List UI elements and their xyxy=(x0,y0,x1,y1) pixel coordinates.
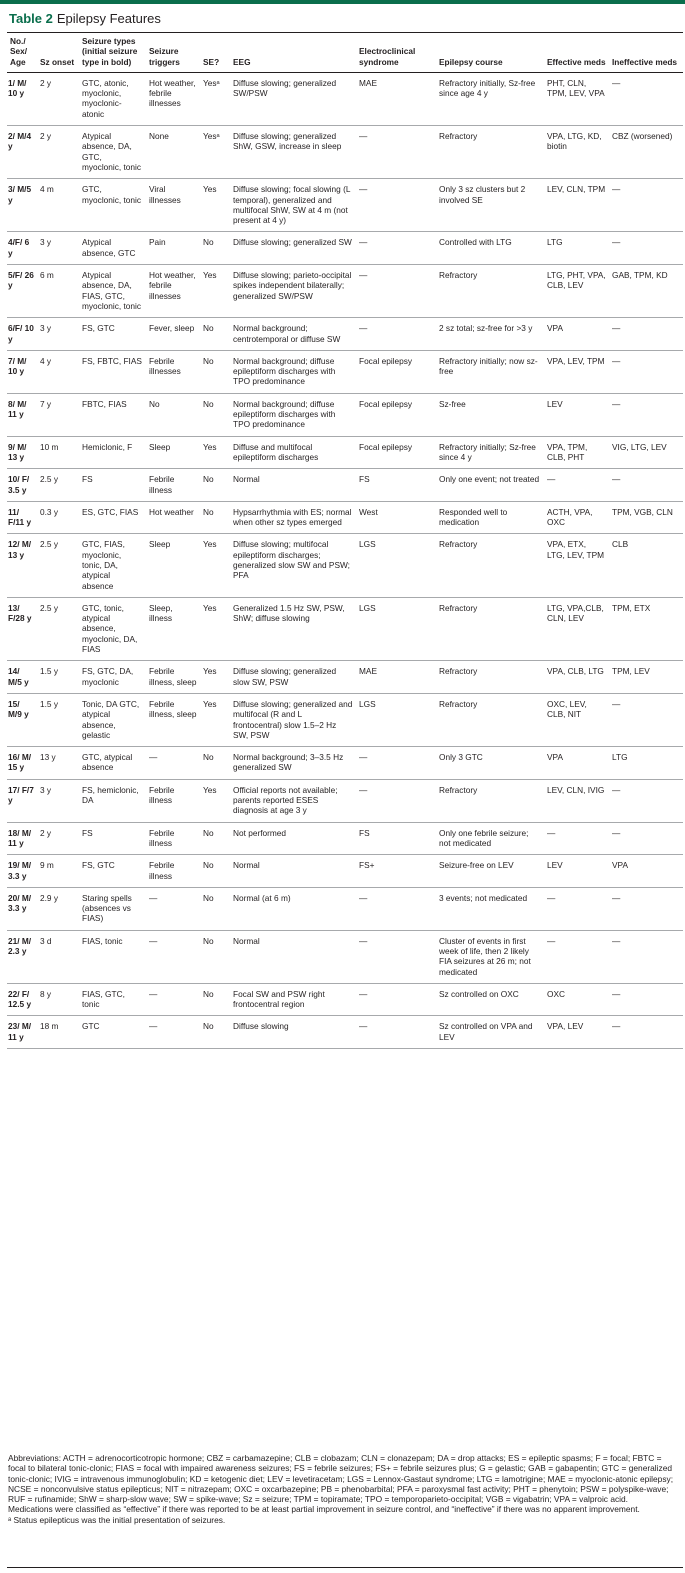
ineffective-meds-cell: — xyxy=(609,72,683,125)
seizure-triggers-cell: Hot weather, febrile illnesses xyxy=(146,72,200,125)
effective-meds-cell: LTG, PHT, VPA, CLB, LEV xyxy=(544,265,609,318)
patient-id-cell: 22/ F/ 12.5 y xyxy=(7,983,37,1016)
effective-meds-cell: OXC, LEV, CLB, NIT xyxy=(544,693,609,746)
ineffective-meds-cell: — xyxy=(609,779,683,822)
column-header: Seizure triggers xyxy=(146,33,200,73)
ineffective-meds-cell: LTG xyxy=(609,747,683,780)
se-flag-cell: No xyxy=(200,930,230,983)
patient-id-cell: 18/ M/ 11 y xyxy=(7,822,37,855)
table-row xyxy=(7,265,683,318)
seizure-types-cell: GTC, atypical absence xyxy=(79,747,146,780)
bottom-rule xyxy=(7,1567,683,1568)
sz-onset-cell: 7 y xyxy=(37,393,79,436)
seizure-triggers-cell: Febrile illness xyxy=(146,469,200,502)
epilepsy-course-cell: Refractory xyxy=(436,693,544,746)
eeg-cell: Normal xyxy=(230,469,356,502)
table-body xyxy=(7,72,683,1048)
table-row xyxy=(7,318,683,351)
seizure-types-cell: FBTC, FIAS xyxy=(79,393,146,436)
electroclinical-syndrome-cell: — xyxy=(356,318,436,351)
table-row xyxy=(7,693,683,746)
seizure-types-cell: FS, GTC xyxy=(79,318,146,351)
seizure-triggers-cell: — xyxy=(146,1016,200,1049)
epilepsy-course-cell: Sz controlled on OXC xyxy=(436,983,544,1016)
seizure-types-cell: Tonic, DA GTC, atypical absence, gelastic xyxy=(79,693,146,746)
eeg-cell: Not performed xyxy=(230,822,356,855)
electroclinical-syndrome-cell: — xyxy=(356,930,436,983)
epilepsy-course-cell: Refractory xyxy=(436,534,544,597)
table-row xyxy=(7,822,683,855)
se-flag-cell: Yes xyxy=(200,779,230,822)
epilepsy-course-cell: Cluster of events in first week of life, then 2 likely FIA seizures at 26 m; not medicated xyxy=(436,930,544,983)
sz-onset-cell: 4 m xyxy=(37,179,79,232)
effective-meds-cell: LEV xyxy=(544,855,609,888)
ineffective-meds-cell: — xyxy=(609,983,683,1016)
seizure-types-cell: GTC, FIAS, myoclonic, tonic, DA, atypical absence xyxy=(79,534,146,597)
ineffective-meds-cell: — xyxy=(609,930,683,983)
eeg-cell: Diffuse slowing; generalized and multifocal (R and L frontocentral) slow 1.5–2 Hz SW, PSW xyxy=(230,693,356,746)
seizure-triggers-cell: Sleep xyxy=(146,436,200,469)
se-flag-cell: Yes xyxy=(200,265,230,318)
seizure-triggers-cell: — xyxy=(146,930,200,983)
ineffective-meds-cell: — xyxy=(609,179,683,232)
column-header: SE? xyxy=(200,33,230,73)
eeg-cell: Diffuse slowing; generalized SW/PSW xyxy=(230,72,356,125)
sz-onset-cell: 4 y xyxy=(37,350,79,393)
seizure-types-cell: Atypical absence, DA, FIAS, GTC, myoclonic, tonic xyxy=(79,265,146,318)
sz-onset-cell: 13 y xyxy=(37,747,79,780)
seizure-triggers-cell: Febrile illness xyxy=(146,822,200,855)
column-header: Seizure types (initial seizure type in bold) xyxy=(79,33,146,73)
sz-onset-cell: 3 y xyxy=(37,318,79,351)
epilepsy-course-cell: Refractory initially; Sz-free since 4 y xyxy=(436,436,544,469)
electroclinical-syndrome-cell: — xyxy=(356,265,436,318)
ineffective-meds-cell: VPA xyxy=(609,855,683,888)
se-flag-cell: No xyxy=(200,318,230,351)
patient-id-cell: 12/ M/ 13 y xyxy=(7,534,37,597)
table-row xyxy=(7,393,683,436)
effective-meds-cell: VPA, LEV xyxy=(544,1016,609,1049)
seizure-triggers-cell: Pain xyxy=(146,232,200,265)
column-header: No./ Sex/ Age xyxy=(7,33,37,73)
epilepsy-course-cell: Only 3 GTC xyxy=(436,747,544,780)
patient-id-cell: 15/ M/9 y xyxy=(7,693,37,746)
se-flag-cell: Yes xyxy=(200,597,230,660)
se-flag-cell: Yes xyxy=(200,693,230,746)
effective-meds-cell: VPA xyxy=(544,747,609,780)
abbreviations-note: Abbreviations: ACTH = adrenocorticotropic hormone; CBZ = carbamazepine; CLB = clobazam; CLN = clonazepam; DA = drop attacks; ES = epileptic spasms; F = focal; FBTC = focal to bilateral tonic-clonic; FIAS = focal with impaired awareness seizures; FS = febrile seizures; FS+ = febrile seizures plus; G = gelastic; GAB = gabapentin; GTC = generalized tonic-clonic; IVIG = intravenous immunoglobulin; KD = ketogenic diet; LEV = levetiracetam; LGS = Lennox-Gastaut syndrome; LTG = lamotrigine; MAE = myoclonic-atonic epilepsy; NCSE = nonconvulsive status epilepticus; NIT = nitrazepam; OXC = oxcarbazepine; PB = phenobarbital; PFA = paroxysmal fast activity; PHT = phenytoin; PSW = polyspike-wave; RUF = rufinamide; ShW = sharp-slow wave; SW = spike-wave; Sz = seizure; TPM = topiramate; TPO = temporoparieto-occipital; VGB = vigabatrin; VPA = valproic acid. xyxy=(8,1453,674,1505)
seizure-triggers-cell: Febrile illnesses xyxy=(146,350,200,393)
medications-note: Medications were classified as “effective” if there was reported to be at least partial improvement in seizure control, and “ineffective” if there was no apparent improvement. xyxy=(8,1504,640,1515)
patient-id-cell: 1/ M/ 10 y xyxy=(7,72,37,125)
electroclinical-syndrome-cell: FS+ xyxy=(356,855,436,888)
ineffective-meds-cell: — xyxy=(609,393,683,436)
sz-onset-cell: 2 y xyxy=(37,126,79,179)
epilepsy-course-cell: Refractory xyxy=(436,597,544,660)
electroclinical-syndrome-cell: Focal epilepsy xyxy=(356,350,436,393)
patient-id-cell: 21/ M/ 2.3 y xyxy=(7,930,37,983)
sz-onset-cell: 2 y xyxy=(37,822,79,855)
electroclinical-syndrome-cell: — xyxy=(356,887,436,930)
patient-id-cell: 4/F/ 6 y xyxy=(7,232,37,265)
electroclinical-syndrome-cell: — xyxy=(356,232,436,265)
column-header: Sz onset xyxy=(37,33,79,73)
patient-id-cell: 9/ M/ 13 y xyxy=(7,436,37,469)
sz-onset-cell: 3 y xyxy=(37,779,79,822)
table-row xyxy=(7,661,683,694)
seizure-triggers-cell: Viral illnesses xyxy=(146,179,200,232)
sz-onset-cell: 18 m xyxy=(37,1016,79,1049)
table-footer xyxy=(8,1453,680,1525)
seizure-triggers-cell: — xyxy=(146,887,200,930)
se-flag-cell: Yes xyxy=(200,661,230,694)
epilepsy-course-cell: Refractory initially; now sz-free xyxy=(436,350,544,393)
seizure-types-cell: FS, GTC, DA, myoclonic xyxy=(79,661,146,694)
sz-onset-cell: 3 d xyxy=(37,930,79,983)
seizure-types-cell: FS, FBTC, FIAS xyxy=(79,350,146,393)
epilepsy-course-cell: Sz controlled on VPA and LEV xyxy=(436,1016,544,1049)
sz-onset-cell: 1.5 y xyxy=(37,661,79,694)
column-header: Epilepsy course xyxy=(436,33,544,73)
patient-id-cell: 7/ M/ 10 y xyxy=(7,350,37,393)
sz-onset-cell: 9 m xyxy=(37,855,79,888)
seizure-types-cell: GTC, atonic, myoclonic, myoclonic-atonic xyxy=(79,72,146,125)
seizure-types-cell: Atypical absence, DA, GTC, myoclonic, tonic xyxy=(79,126,146,179)
se-flag-cell: No xyxy=(200,501,230,534)
sz-onset-cell: 1.5 y xyxy=(37,693,79,746)
epilepsy-course-cell: Only one event; not treated xyxy=(436,469,544,502)
epilepsy-course-cell: Sz-free xyxy=(436,393,544,436)
effective-meds-cell: LTG xyxy=(544,232,609,265)
eeg-cell: Diffuse slowing xyxy=(230,1016,356,1049)
column-header: Effective meds xyxy=(544,33,609,73)
seizure-triggers-cell: Febrile illness xyxy=(146,855,200,888)
epilepsy-course-cell: Refractory xyxy=(436,126,544,179)
electroclinical-syndrome-cell: LGS xyxy=(356,597,436,660)
electroclinical-syndrome-cell: — xyxy=(356,1016,436,1049)
table-row xyxy=(7,1016,683,1049)
effective-meds-cell: — xyxy=(544,930,609,983)
ineffective-meds-cell: — xyxy=(609,232,683,265)
effective-meds-cell: — xyxy=(544,469,609,502)
patient-id-cell: 3/ M/5 y xyxy=(7,179,37,232)
epilepsy-course-cell: Only one febrile seizure; not medicated xyxy=(436,822,544,855)
status-epilepticus-footnote: ᵃ Status epilepticus was the initial presentation of seizures. xyxy=(8,1514,226,1525)
table-row xyxy=(7,350,683,393)
se-flag-cell: No xyxy=(200,393,230,436)
seizure-types-cell: FIAS, GTC, tonic xyxy=(79,983,146,1016)
seizure-triggers-cell: Febrile illness, sleep xyxy=(146,693,200,746)
eeg-cell: Diffuse slowing; generalized ShW, GSW, increase in sleep xyxy=(230,126,356,179)
epilepsy-course-cell: 3 events; not medicated xyxy=(436,887,544,930)
eeg-cell: Normal background; 3–3.5 Hz generalized SW xyxy=(230,747,356,780)
se-flag-cell: No xyxy=(200,232,230,265)
eeg-cell: Diffuse slowing; parieto-occipital spikes independent bilaterally; generalized SW/PSW xyxy=(230,265,356,318)
patient-id-cell: 6/F/ 10 y xyxy=(7,318,37,351)
patient-id-cell: 11/ F/11 y xyxy=(7,501,37,534)
seizure-types-cell: FS, GTC xyxy=(79,855,146,888)
ineffective-meds-cell: CBZ (worsened) xyxy=(609,126,683,179)
electroclinical-syndrome-cell: FS xyxy=(356,822,436,855)
epilepsy-course-cell: Refractory xyxy=(436,661,544,694)
epilepsy-course-cell: Seizure-free on LEV xyxy=(436,855,544,888)
eeg-cell: Normal xyxy=(230,930,356,983)
effective-meds-cell: LTG, VPA,CLB, CLN, LEV xyxy=(544,597,609,660)
table-row xyxy=(7,469,683,502)
ineffective-meds-cell: TPM, VGB, CLN xyxy=(609,501,683,534)
patient-id-cell: 14/ M/5 y xyxy=(7,661,37,694)
seizure-types-cell: GTC, myoclonic, tonic xyxy=(79,179,146,232)
table-row xyxy=(7,597,683,660)
eeg-cell: Normal background; centrotemporal or diffuse SW xyxy=(230,318,356,351)
epilepsy-course-cell: Responded well to medication xyxy=(436,501,544,534)
eeg-cell: Diffuse and multifocal epileptiform discharges xyxy=(230,436,356,469)
electroclinical-syndrome-cell: West xyxy=(356,501,436,534)
seizure-types-cell: GTC, tonic, atypical absence, myoclonic, DA, FIAS xyxy=(79,597,146,660)
se-flag-cell: No xyxy=(200,469,230,502)
seizure-triggers-cell: None xyxy=(146,126,200,179)
effective-meds-cell: PHT, CLN, TPM, LEV, VPA xyxy=(544,72,609,125)
seizure-triggers-cell: No xyxy=(146,393,200,436)
seizure-types-cell: ES, GTC, FIAS xyxy=(79,501,146,534)
ineffective-meds-cell: — xyxy=(609,822,683,855)
seizure-types-cell: GTC xyxy=(79,1016,146,1049)
epilepsy-course-cell: Refractory xyxy=(436,779,544,822)
header-row xyxy=(7,33,683,73)
table-row xyxy=(7,436,683,469)
effective-meds-cell: — xyxy=(544,822,609,855)
effective-meds-cell: — xyxy=(544,887,609,930)
electroclinical-syndrome-cell: LGS xyxy=(356,534,436,597)
column-header: Ineffective meds xyxy=(609,33,683,73)
seizure-triggers-cell: Febrile illness xyxy=(146,779,200,822)
seizure-triggers-cell: Febrile illness, sleep xyxy=(146,661,200,694)
patient-id-cell: 2/ M/4 y xyxy=(7,126,37,179)
ineffective-meds-cell: CLB xyxy=(609,534,683,597)
se-flag-cell: No xyxy=(200,350,230,393)
eeg-cell: Diffuse slowing; multifocal epileptiform discharges; generalized slow SW and PSW; PFA xyxy=(230,534,356,597)
electroclinical-syndrome-cell: MAE xyxy=(356,72,436,125)
seizure-triggers-cell: — xyxy=(146,983,200,1016)
seizure-triggers-cell: Hot weather xyxy=(146,501,200,534)
sz-onset-cell: 6 m xyxy=(37,265,79,318)
seizure-types-cell: Atypical absence, GTC xyxy=(79,232,146,265)
se-flag-cell: No xyxy=(200,747,230,780)
ineffective-meds-cell: — xyxy=(609,693,683,746)
sz-onset-cell: 0.3 y xyxy=(37,501,79,534)
eeg-cell: Normal xyxy=(230,855,356,888)
table-row xyxy=(7,930,683,983)
ineffective-meds-cell: TPM, ETX xyxy=(609,597,683,660)
column-header: Electroclinical syndrome xyxy=(356,33,436,73)
effective-meds-cell: LEV, CLN, IVIG xyxy=(544,779,609,822)
eeg-cell: Normal background; diffuse epileptiform discharges with TPO predominance xyxy=(230,350,356,393)
sz-onset-cell: 2.5 y xyxy=(37,597,79,660)
patient-id-cell: 20/ M/ 3.3 y xyxy=(7,887,37,930)
epilepsy-course-cell: 2 sz total; sz-free for >3 y xyxy=(436,318,544,351)
se-flag-cell: Yes xyxy=(200,179,230,232)
electroclinical-syndrome-cell: — xyxy=(356,779,436,822)
effective-meds-cell: OXC xyxy=(544,983,609,1016)
ineffective-meds-cell: — xyxy=(609,1016,683,1049)
table-row xyxy=(7,887,683,930)
seizure-types-cell: FS xyxy=(79,822,146,855)
epilepsy-features-table xyxy=(7,32,683,1049)
table-row xyxy=(7,72,683,125)
table-row xyxy=(7,983,683,1016)
sz-onset-cell: 2.5 y xyxy=(37,534,79,597)
table-title xyxy=(9,11,161,26)
se-flag-cell: No xyxy=(200,822,230,855)
top-accent-bar xyxy=(0,0,685,4)
seizure-types-cell: FIAS, tonic xyxy=(79,930,146,983)
patient-id-cell: 16/ M/ 15 y xyxy=(7,747,37,780)
se-flag-cell: No xyxy=(200,1016,230,1049)
eeg-cell: Diffuse slowing; generalized slow SW, PSW xyxy=(230,661,356,694)
effective-meds-cell: VPA, ETX, LTG, LEV, TPM xyxy=(544,534,609,597)
seizure-types-cell: Staring spells (absences vs FIAS) xyxy=(79,887,146,930)
seizure-types-cell: FS xyxy=(79,469,146,502)
electroclinical-syndrome-cell: Focal epilepsy xyxy=(356,436,436,469)
seizure-types-cell: FS, hemiclonic, DA xyxy=(79,779,146,822)
ineffective-meds-cell: TPM, LEV xyxy=(609,661,683,694)
seizure-triggers-cell: — xyxy=(146,747,200,780)
eeg-cell: Normal background; diffuse epileptiform discharges with TPO predominance xyxy=(230,393,356,436)
se-flag-cell: No xyxy=(200,855,230,888)
seizure-types-cell: Hemiclonic, F xyxy=(79,436,146,469)
se-flag-cell: No xyxy=(200,887,230,930)
electroclinical-syndrome-cell: LGS xyxy=(356,693,436,746)
effective-meds-cell: VPA, LTG, KD, biotin xyxy=(544,126,609,179)
patient-id-cell: 8/ M/ 11 y xyxy=(7,393,37,436)
patient-id-cell: 17/ F/7 y xyxy=(7,779,37,822)
patient-id-cell: 5/F/ 26 y xyxy=(7,265,37,318)
seizure-triggers-cell: Sleep xyxy=(146,534,200,597)
eeg-cell: Normal (at 6 m) xyxy=(230,887,356,930)
ineffective-meds-cell: — xyxy=(609,469,683,502)
ineffective-meds-cell: GAB, TPM, KD xyxy=(609,265,683,318)
ineffective-meds-cell: — xyxy=(609,887,683,930)
sz-onset-cell: 2.5 y xyxy=(37,469,79,502)
effective-meds-cell: LEV xyxy=(544,393,609,436)
effective-meds-cell: VPA xyxy=(544,318,609,351)
sz-onset-cell: 2.9 y xyxy=(37,887,79,930)
eeg-cell: Official reports not available; parents reported ESES diagnosis at age 3 y xyxy=(230,779,356,822)
epilepsy-course-cell: Controlled with LTG xyxy=(436,232,544,265)
epilepsy-course-cell: Only 3 sz clusters but 2 involved SE xyxy=(436,179,544,232)
patient-id-cell: 23/ M/ 11 y xyxy=(7,1016,37,1049)
se-flag-cell: No xyxy=(200,983,230,1016)
eeg-cell: Focal SW and PSW right frontocentral region xyxy=(230,983,356,1016)
effective-meds-cell: VPA, LEV, TPM xyxy=(544,350,609,393)
electroclinical-syndrome-cell: — xyxy=(356,983,436,1016)
seizure-triggers-cell: Sleep, illness xyxy=(146,597,200,660)
electroclinical-syndrome-cell: MAE xyxy=(356,661,436,694)
electroclinical-syndrome-cell: — xyxy=(356,747,436,780)
ineffective-meds-cell: VIG, LTG, LEV xyxy=(609,436,683,469)
eeg-cell: Diffuse slowing; generalized SW xyxy=(230,232,356,265)
table-caption: Epilepsy Features xyxy=(56,11,161,26)
sz-onset-cell: 3 y xyxy=(37,232,79,265)
eeg-cell: Hypsarrhythmia with ES; normal when other sz types emerged xyxy=(230,501,356,534)
effective-meds-cell: LEV, CLN, TPM xyxy=(544,179,609,232)
table-row xyxy=(7,126,683,179)
table-row xyxy=(7,179,683,232)
epilepsy-course-cell: Refractory initially, Sz-free since age 4 y xyxy=(436,72,544,125)
effective-meds-cell: VPA, CLB, LTG xyxy=(544,661,609,694)
se-flag-cell: Yesᵃ xyxy=(200,72,230,125)
sz-onset-cell: 10 m xyxy=(37,436,79,469)
table-row xyxy=(7,534,683,597)
eeg-cell: Generalized 1.5 Hz SW, PSW, ShW; diffuse slowing xyxy=(230,597,356,660)
electroclinical-syndrome-cell: — xyxy=(356,179,436,232)
ineffective-meds-cell: — xyxy=(609,318,683,351)
eeg-cell: Diffuse slowing; focal slowing (L temporal), generalized and multifocal ShW, SW at 4 m (not present at 4 y) xyxy=(230,179,356,232)
table-row xyxy=(7,501,683,534)
effective-meds-cell: ACTH, VPA, OXC xyxy=(544,501,609,534)
table-row xyxy=(7,779,683,822)
table-row xyxy=(7,747,683,780)
patient-id-cell: 13/ F/28 y xyxy=(7,597,37,660)
sz-onset-cell: 2 y xyxy=(37,72,79,125)
se-flag-cell: Yesᵃ xyxy=(200,126,230,179)
effective-meds-cell: VPA, TPM, CLB, PHT xyxy=(544,436,609,469)
electroclinical-syndrome-cell: FS xyxy=(356,469,436,502)
table-row xyxy=(7,855,683,888)
column-header: EEG xyxy=(230,33,356,73)
table-label: Table 2 xyxy=(9,11,53,26)
se-flag-cell: Yes xyxy=(200,436,230,469)
electroclinical-syndrome-cell: Focal epilepsy xyxy=(356,393,436,436)
patient-id-cell: 19/ M/ 3.3 y xyxy=(7,855,37,888)
sz-onset-cell: 8 y xyxy=(37,983,79,1016)
electroclinical-syndrome-cell: — xyxy=(356,126,436,179)
patient-id-cell: 10/ F/ 3.5 y xyxy=(7,469,37,502)
seizure-triggers-cell: Fever, sleep xyxy=(146,318,200,351)
table-row xyxy=(7,232,683,265)
ineffective-meds-cell: — xyxy=(609,350,683,393)
seizure-triggers-cell: Hot weather, febrile illnesses xyxy=(146,265,200,318)
epilepsy-course-cell: Refractory xyxy=(436,265,544,318)
se-flag-cell: Yes xyxy=(200,534,230,597)
